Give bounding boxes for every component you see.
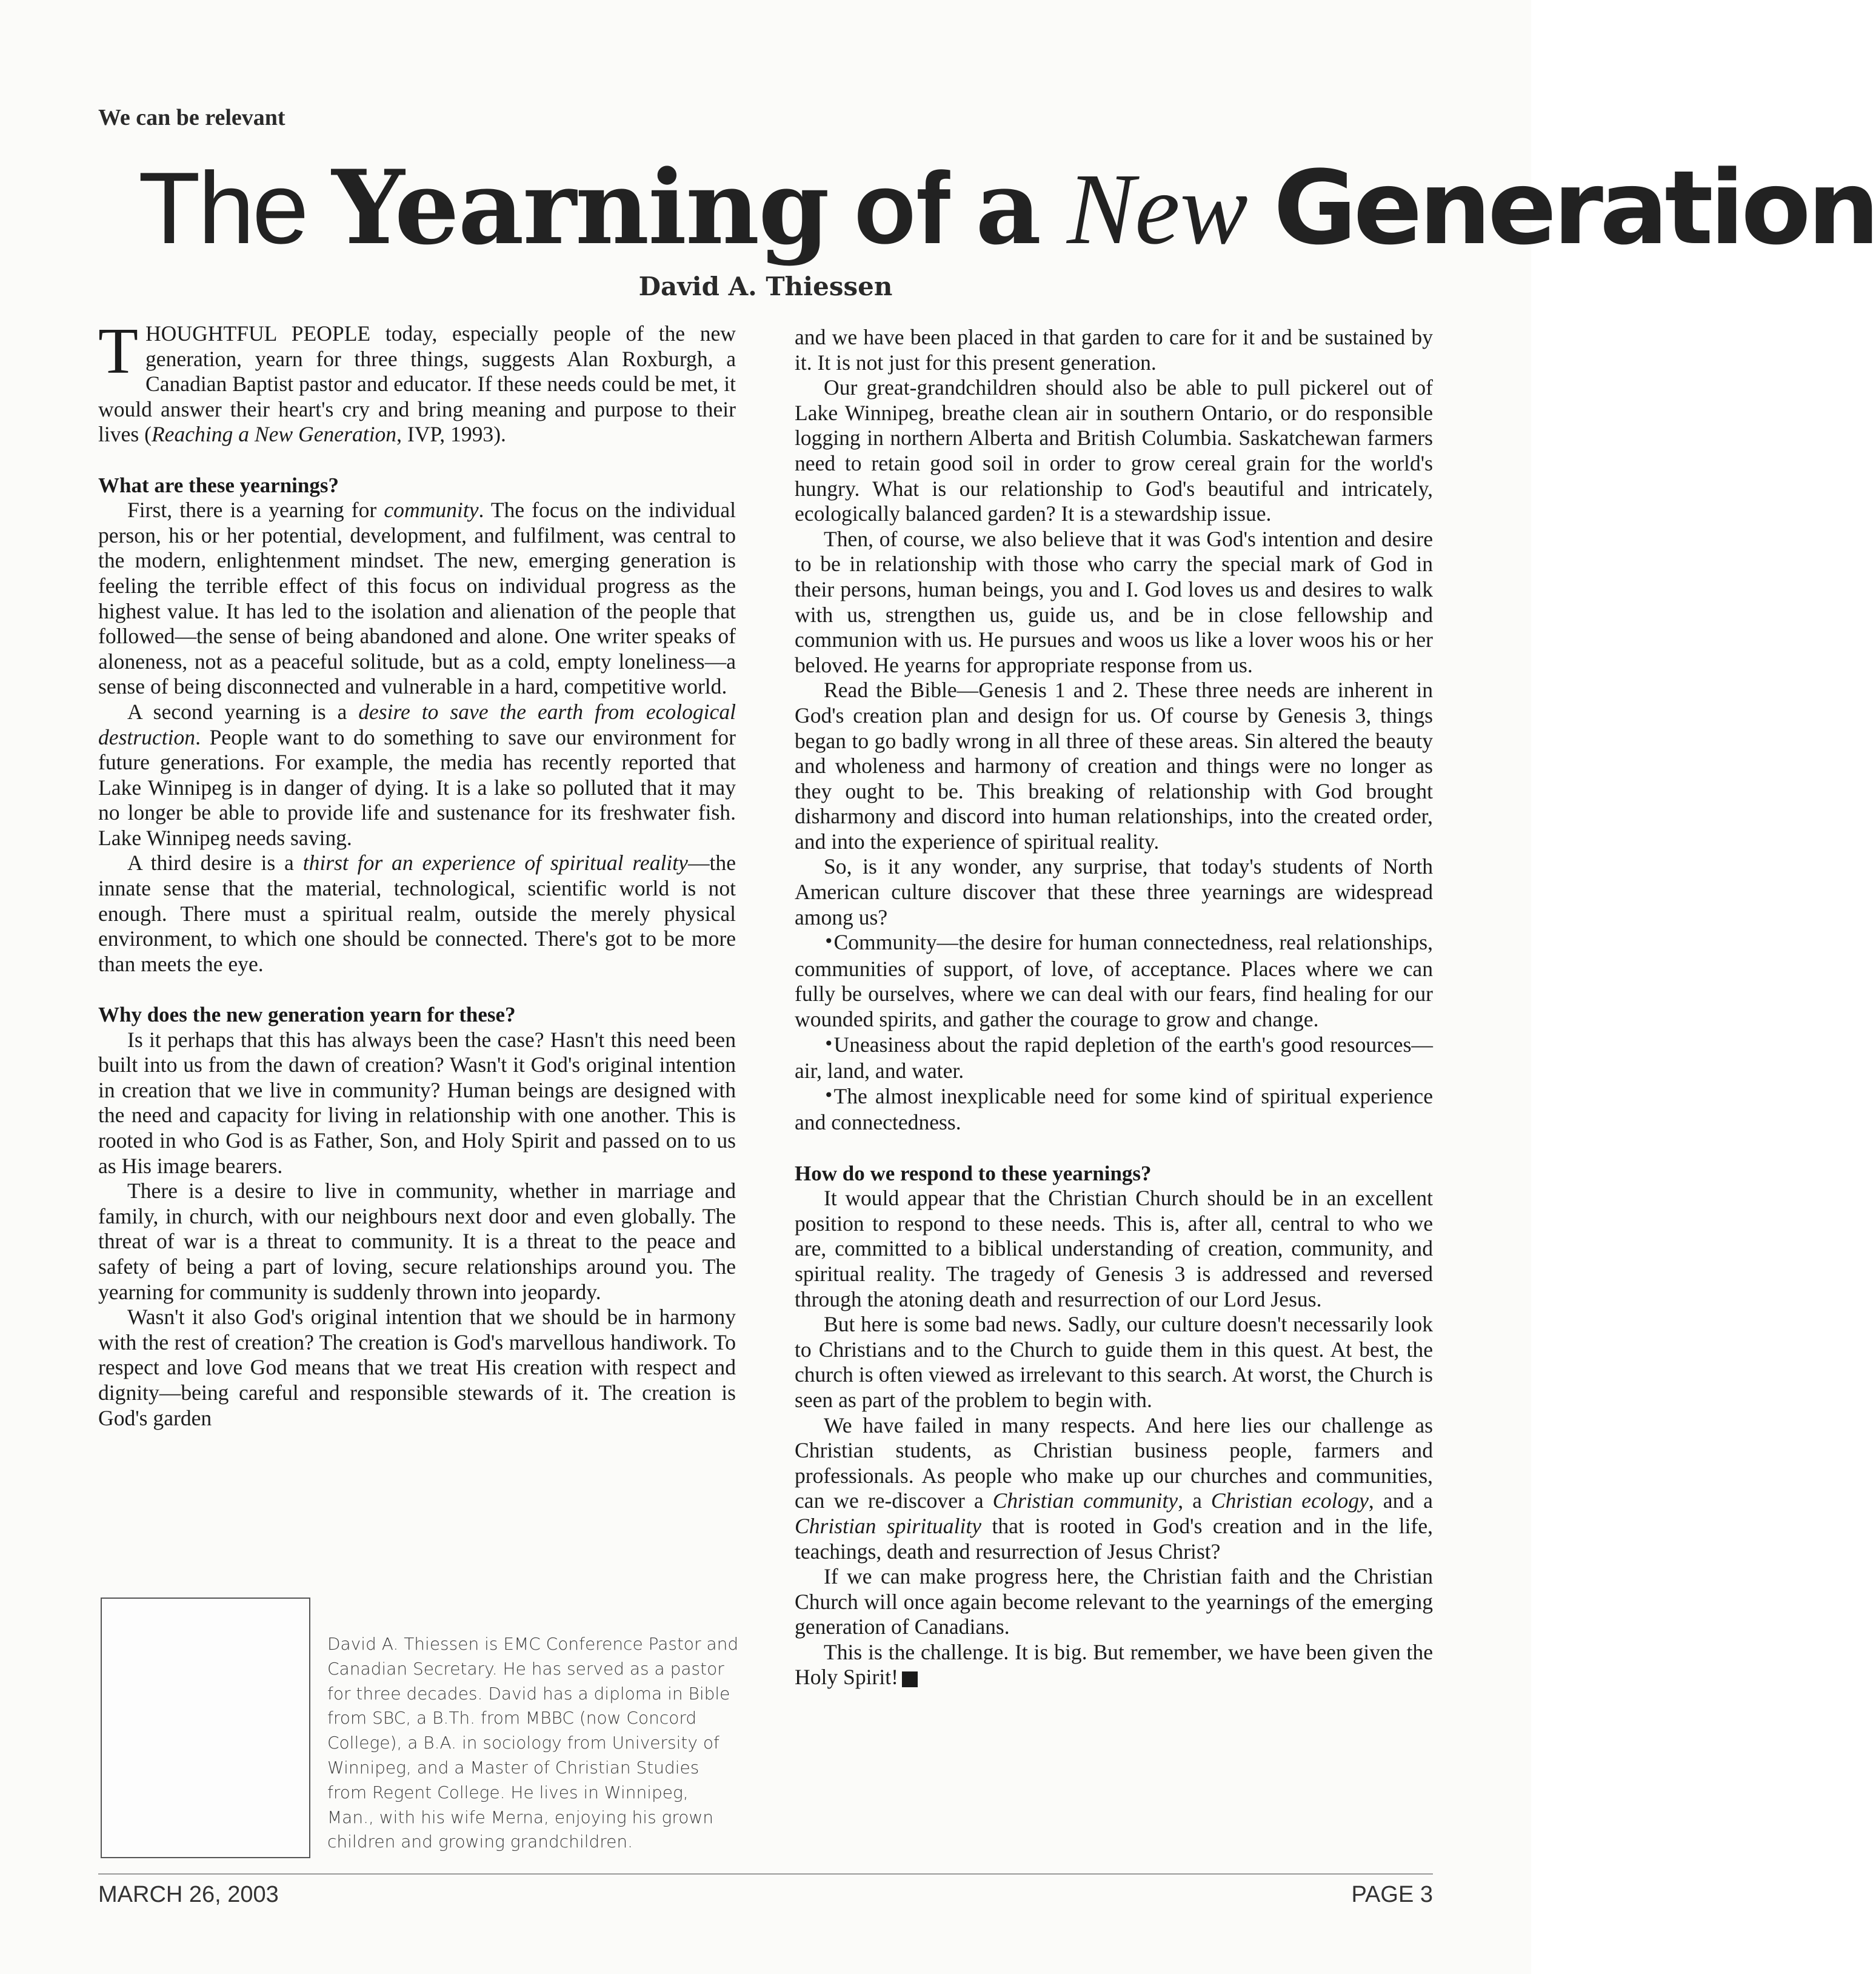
emphasis: Christian ecology bbox=[1210, 1488, 1369, 1513]
article-title bbox=[138, 147, 1876, 267]
paragraph bbox=[98, 851, 736, 977]
paragraph: Is it perhaps that this has always been the case? Hasn't this need been built into us from the dawn of creation? Wasn't it God's original intention in creation that we live in community? Human beings are designed with the need and capacity for living in relationship with one another. This is rooted in who God is as Father, Son, and Holy Spirit and passed on to us as His image bearers. bbox=[98, 1027, 736, 1178]
right-column bbox=[795, 325, 1433, 1690]
text-run: , a bbox=[1178, 1488, 1211, 1513]
bullet-item bbox=[795, 930, 1433, 1032]
paragraph: and we have been placed in that garden to care for it and be sustained by it. It is not just for this present generation. bbox=[795, 325, 1433, 375]
subheading-why-yearn: Why does the new generation yearn for these? bbox=[98, 1003, 516, 1027]
paragraph: But here is some bad news. Sadly, our culture doesn't necessarily look to Christians and to the Church to guide them in this quest. At best, the church is often viewed as irrelevant to this search. At worst, the Church is seen as part of the problem to begin with. bbox=[795, 1312, 1433, 1412]
bullet-text: Community—the desire for human connectedness, real relationships, communities of support, of love, of acceptance. Places where we can fully be ourselves, where we can deal with our fears, find healing for our wounded spirits, and gather the courage to grow and change. bbox=[795, 930, 1433, 1032]
title-word-of: of bbox=[853, 151, 950, 265]
author-bio: David A. Thiessen is EMC Conference Pastor and Canadian Secretary. He has served as a pastor for three decades. David has a diploma in Bible from SBC, a B.Th. from MBBC (now Concord College), a B.A. in sociology from University of Winnipeg, and a Master of Christian Studies from Regent College. He lives in Winnipeg, Man., with his wife Merna, enjoying his grown children and growing grandchildren. bbox=[327, 1634, 739, 1852]
bullet-text: Uneasiness about the rapid depletion of the earth's good resources—air, land, and water. bbox=[795, 1032, 1433, 1083]
left-column bbox=[98, 315, 736, 1431]
paragraph: Then, of course, we also believe that it was God's intention and desire to be in relationship with those who carry the special mark of God in their persons, human beings, you and I. God loves us and desires to walk with us, strengthen us, guide us, and be in close fellowship and communion with us. He pursues and woos us like a lover woos his or her beloved. He yearns for appropriate response from us. bbox=[795, 526, 1433, 677]
title-word-a: a bbox=[975, 147, 1042, 267]
page-number: PAGE 3 bbox=[1351, 1882, 1433, 1907]
text-run: First, there is a yearning for bbox=[127, 498, 384, 523]
text-run: that is rooted in God's creation and in the life, teachings, death and resurrection of Jesus Christ? bbox=[795, 1513, 1433, 1564]
paragraph: It would appear that the Christian Church should be in an excellent position to respond to these needs. This is, after all, central to who we are, committed to a biblical understanding of creation, community, and spiritual reality. The tragedy of Genesis 3 is addressed and reversed through the atoning death and resurrection of our Lord Jesus. bbox=[795, 1186, 1433, 1311]
paragraph bbox=[98, 700, 736, 851]
emphasis: desire to save the earth from ecological destruction bbox=[98, 699, 736, 749]
paragraph: So, is it any wonder, any surprise, that today's students of North American culture discover that these three yearnings are widespread among us? bbox=[795, 854, 1433, 929]
author-byline: David A. Thiessen bbox=[638, 272, 893, 301]
subheading-what-are-yearnings: What are these yearnings? bbox=[98, 473, 339, 497]
section-kicker: We can be relevant bbox=[98, 105, 285, 130]
subheading-how-respond: How do we respond to these yearnings? bbox=[795, 1161, 1152, 1185]
paragraph: Our great-grandchildren should also be able to pull pickerel out of Lake Winnipeg, breathe clean air in southern Ontario, or do responsible logging in northern Alberta and British Columbia. Saskatchewan farmers need to retain good soil in order to grow cereal grain for the world's hungry. What is our relationship to God's beautiful and intricately, ecologically balanced garden? It is a stewardship issue. bbox=[795, 375, 1433, 526]
author-photo-placeholder bbox=[101, 1598, 310, 1858]
paragraph bbox=[98, 498, 736, 700]
paragraph: If we can make progress here, the Christian faith and the Christian Church will once again become relevant to the yearnings of the emerging generation of Canadians. bbox=[795, 1564, 1433, 1639]
intro-tail: , IVP, 1993). bbox=[396, 422, 506, 447]
title-word-generation: Generation bbox=[1273, 149, 1876, 267]
text-run: A third desire is a bbox=[127, 851, 303, 875]
title-word-the: The bbox=[138, 151, 307, 265]
intro-text: HOUGHTFUL PEOPLE today, especially people of the new generation, yearn for three things, suggests Alan Roxburgh, a Canadian Baptist pastor and educator. If these needs could be met, it would answer their heart's cry and bring meaning and purpose to their lives ( bbox=[98, 321, 736, 447]
emphasis: thirst for an experience of spiritual reality bbox=[302, 851, 688, 875]
issue-date: MARCH 26, 2003 bbox=[98, 1882, 279, 1907]
title-word-new: New bbox=[1067, 153, 1248, 266]
end-mark-icon bbox=[902, 1671, 918, 1687]
text-run: This is the challenge. It is big. But remember, we have been given the Holy Spirit! bbox=[795, 1639, 1433, 1690]
text-run: , and a bbox=[1368, 1488, 1433, 1513]
bullet-dot-icon: • bbox=[824, 931, 834, 952]
text-run: A second yearning is a bbox=[127, 699, 359, 724]
footer-divider bbox=[98, 1873, 1433, 1875]
paragraph: Read the Bible—Genesis 1 and 2. These three needs are inherent in God's creation plan and design for us. Of course by Genesis 3, things began to go badly wrong in all three of these areas. Sin altered the beauty and wholeness and harmony of creation and things were no longer as they ought to be. This breaking of relationship with God brought disharmony and discord into human relationships, into the created order, and into the experience of spiritual reality. bbox=[795, 678, 1433, 854]
paragraph: Wasn't it also God's original intention that we should be in harmony with the rest of creation? The creation is God's marvellous handiwork. To respect and love God means that we treat His creation with respect and dignity—being careful and responsible stewards of it. The creation is God's garden bbox=[98, 1305, 736, 1430]
book-title: Reaching a New Generation bbox=[151, 422, 397, 447]
paragraph: There is a desire to live in community, whether in marriage and family, in church, with our neighbours next door and even globally. The threat of war is a threat to community. It is a threat to the peace and safety of being a part of loving, secure relationships around you. The yearning for community is suddenly thrown into jeopardy. bbox=[98, 1179, 736, 1304]
intro-paragraph bbox=[98, 315, 736, 447]
title-word-yearning: Yearning bbox=[332, 147, 829, 267]
emphasis: Christian spirituality bbox=[795, 1513, 982, 1538]
text-run: We have failed in many respects. And here lies our challenge as Christian students, as Christian business people, farmers and professionals. As people who make up our churches and communities, can we re-discover a bbox=[795, 1413, 1433, 1513]
paragraph bbox=[795, 1413, 1433, 1565]
text-run: . People want to do something to save our environment for future generations. For example, the media has recently reported that Lake Winnipeg is in danger of dying. It is a lake so polluted that it may no longer be able to provide life and sustenance for its freshwater fish. Lake Winnipeg needs saving. bbox=[98, 724, 736, 850]
bullet-item bbox=[795, 1084, 1433, 1136]
bullet-text: The almost inexplicable need for some kind of spiritual experience and connectedness. bbox=[795, 1083, 1433, 1135]
bullet-dot-icon: • bbox=[824, 1085, 834, 1105]
emphasis: community bbox=[384, 498, 479, 523]
text-run: —the innate sense that the material, technological, scientific world is not enough. There must a spiritual realm, outside the merely physical environment, to which one should be connected. There's got to be more than meets the eye. bbox=[98, 851, 736, 976]
text-run: . The focus on the individual person, his or her potential, development, and fulfilment, was central to the modern, enlightenment mindset. The new, emerging generation is feeling the terrible effect of this focus on individual progress as the highest value. It has led to the isolation and alienation of the people that followed—the sense of being abandoned and alone. One writer speaks of aloneness, not as a peaceful solitude, but as a cold, empty loneliness—a sense of being disconnected and vulnerable in a hard, competitive world. bbox=[98, 498, 736, 699]
paragraph bbox=[795, 1640, 1433, 1690]
drop-cap: T bbox=[98, 315, 138, 387]
bullet-dot-icon: • bbox=[824, 1033, 834, 1054]
emphasis: Christian community bbox=[992, 1488, 1178, 1513]
bullet-item bbox=[795, 1032, 1433, 1084]
